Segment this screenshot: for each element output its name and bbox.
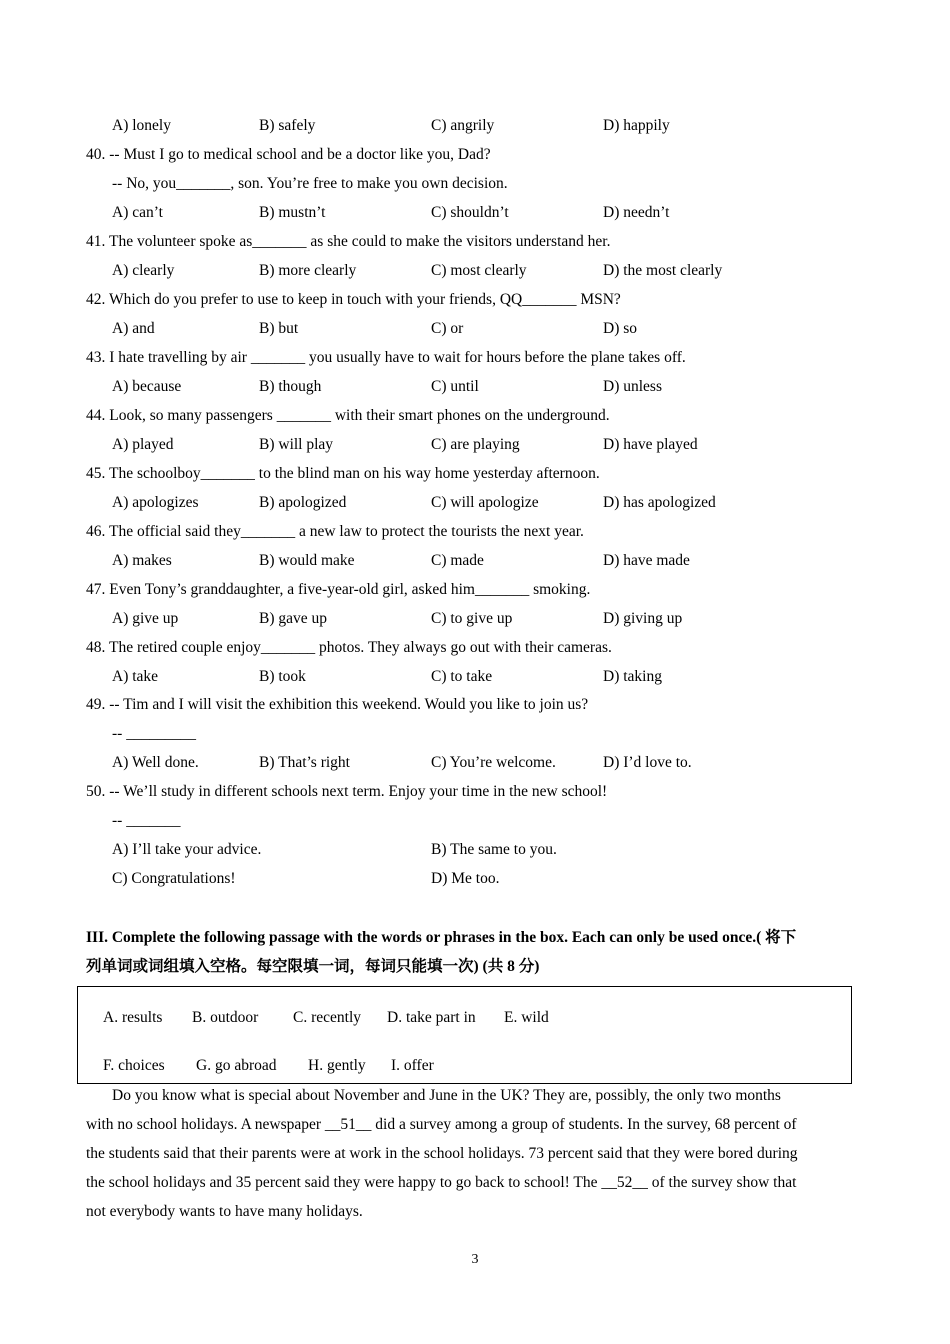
option-d: D) has apologized — [603, 494, 716, 511]
option-a: A) and — [112, 320, 155, 337]
option-a: A) clearly — [112, 262, 175, 279]
word-choice: I. offer — [391, 1057, 434, 1074]
question-stem: 47. Even Tony’s granddaughter, a five-year-old girl, asked him_______ smoking. — [86, 581, 591, 598]
question-stem: 42. Which do you prefer to use to keep in touch with your friends, QQ_______ MSN? — [86, 291, 621, 308]
option-b: B) That’s right — [259, 754, 350, 771]
option-a: A) can’t — [112, 204, 163, 221]
option-a: A) I’ll take your advice. — [112, 841, 262, 858]
option-c: C) to take — [431, 668, 493, 685]
word-choice: C. recently — [293, 1009, 362, 1026]
option-c: C) most clearly — [431, 262, 527, 279]
option-a: A) makes — [112, 552, 172, 569]
option-c: C) to give up — [431, 610, 513, 627]
option-b: B) apologized — [259, 494, 347, 511]
question-stem: 44. Look, so many passengers _______ with their smart phones on the underground. — [86, 407, 610, 424]
option-c: C) Congratulations! — [112, 870, 236, 887]
page-number: 3 — [471, 1252, 479, 1267]
section-heading-line-1: III. Complete the following passage with the words or phrases in the box. Each can only be used once.( 将下 — [86, 929, 797, 946]
option-c: C) You’re welcome. — [431, 754, 556, 771]
q39-option-d: D) happily — [603, 117, 670, 134]
q39-option-c: C) angrily — [431, 117, 495, 134]
question-stem: 43. I hate travelling by air _______ you usually have to wait for hours before the plane takes off. — [86, 349, 686, 366]
option-c: C) or — [431, 320, 464, 337]
question-stem-line: -- _________ — [112, 725, 196, 742]
option-b: B) but — [259, 320, 299, 337]
option-b: B) more clearly — [259, 262, 357, 279]
question-stem: 41. The volunteer spoke as_______ as she could to make the visitors understand her. — [86, 233, 611, 250]
word-choice: H. gently — [308, 1057, 366, 1074]
option-a: A) because — [112, 378, 182, 395]
option-d: D) so — [603, 320, 638, 337]
passage-line: not everybody wants to have many holidays. — [86, 1203, 363, 1220]
option-c: C) until — [431, 378, 479, 395]
option-a: A) take — [112, 668, 159, 685]
q39-option-b: B) safely — [259, 117, 316, 134]
passage-line: the school holidays and 35 percent said they were happy to go back to school! The __52__ of the survey show that — [86, 1174, 797, 1191]
question-stem: 49. -- Tim and I will visit the exhibition this weekend. Would you like to join us? — [86, 696, 589, 713]
option-b: B) will play — [259, 436, 334, 453]
option-c: C) will apologize — [431, 494, 539, 511]
question-stem-line: -- _______ — [112, 812, 181, 829]
passage-line: with no school holidays. A newspaper __51__ did a survey among a group of students. In the survey, 68 percent of — [86, 1116, 797, 1133]
option-d: D) Me too. — [431, 870, 500, 887]
option-b: B) gave up — [259, 610, 328, 627]
option-d: D) needn’t — [603, 204, 670, 221]
option-b: B) The same to you. — [431, 841, 557, 858]
option-b: B) took — [259, 668, 306, 685]
option-a: A) give up — [112, 610, 179, 627]
passage-line: Do you know what is special about November and June in the UK? They are, possibly, the only two months — [112, 1087, 781, 1104]
question-stem: 40. -- Must I go to medical school and be a doctor like you, Dad? — [86, 146, 491, 163]
passage-line: the students said that their parents were at work in the school holidays. 73 percent said that they were bored during — [86, 1145, 798, 1162]
option-d: D) giving up — [603, 610, 683, 627]
option-a: A) Well done. — [112, 754, 199, 771]
option-a: A) played — [112, 436, 174, 453]
question-stem-line: -- No, you_______, son. You’re free to make you own decision. — [112, 175, 508, 192]
option-d: D) the most clearly — [603, 262, 723, 279]
option-b: B) mustn’t — [259, 204, 326, 221]
option-d: D) taking — [603, 668, 662, 685]
question-stem: 46. The official said they_______ a new law to protect the tourists the next year. — [86, 523, 584, 540]
question-stem: 45. The schoolboy_______ to the blind man on his way home yesterday afternoon. — [86, 465, 600, 482]
word-box — [77, 986, 852, 1084]
option-b: B) though — [259, 378, 322, 395]
option-b: B) would make — [259, 552, 355, 569]
option-d: D) I’d love to. — [603, 754, 692, 771]
word-choice: B. outdoor — [192, 1009, 259, 1026]
q39-option-a: A) lonely — [112, 117, 171, 134]
section-heading-line-2: 列单词或词组填入空格。每空限填一词，每词只能填一次) (共 8 分) — [86, 958, 540, 975]
word-choice: A. results — [103, 1009, 163, 1026]
option-c: C) are playing — [431, 436, 520, 453]
word-choice: F. choices — [103, 1057, 165, 1074]
word-choice: G. go abroad — [196, 1057, 277, 1074]
word-choice: D. take part in — [387, 1009, 476, 1026]
option-a: A) apologizes — [112, 494, 199, 511]
option-d: D) have made — [603, 552, 690, 569]
question-stem: 48. The retired couple enjoy_______ photos. They always go out with their cameras. — [86, 639, 612, 656]
question-stem: 50. -- We’ll study in different schools next term. Enjoy your time in the new school! — [86, 783, 608, 800]
option-d: D) unless — [603, 378, 662, 395]
option-c: C) shouldn’t — [431, 204, 509, 221]
option-c: C) made — [431, 552, 484, 569]
word-choice: E. wild — [504, 1009, 549, 1026]
option-d: D) have played — [603, 436, 698, 453]
